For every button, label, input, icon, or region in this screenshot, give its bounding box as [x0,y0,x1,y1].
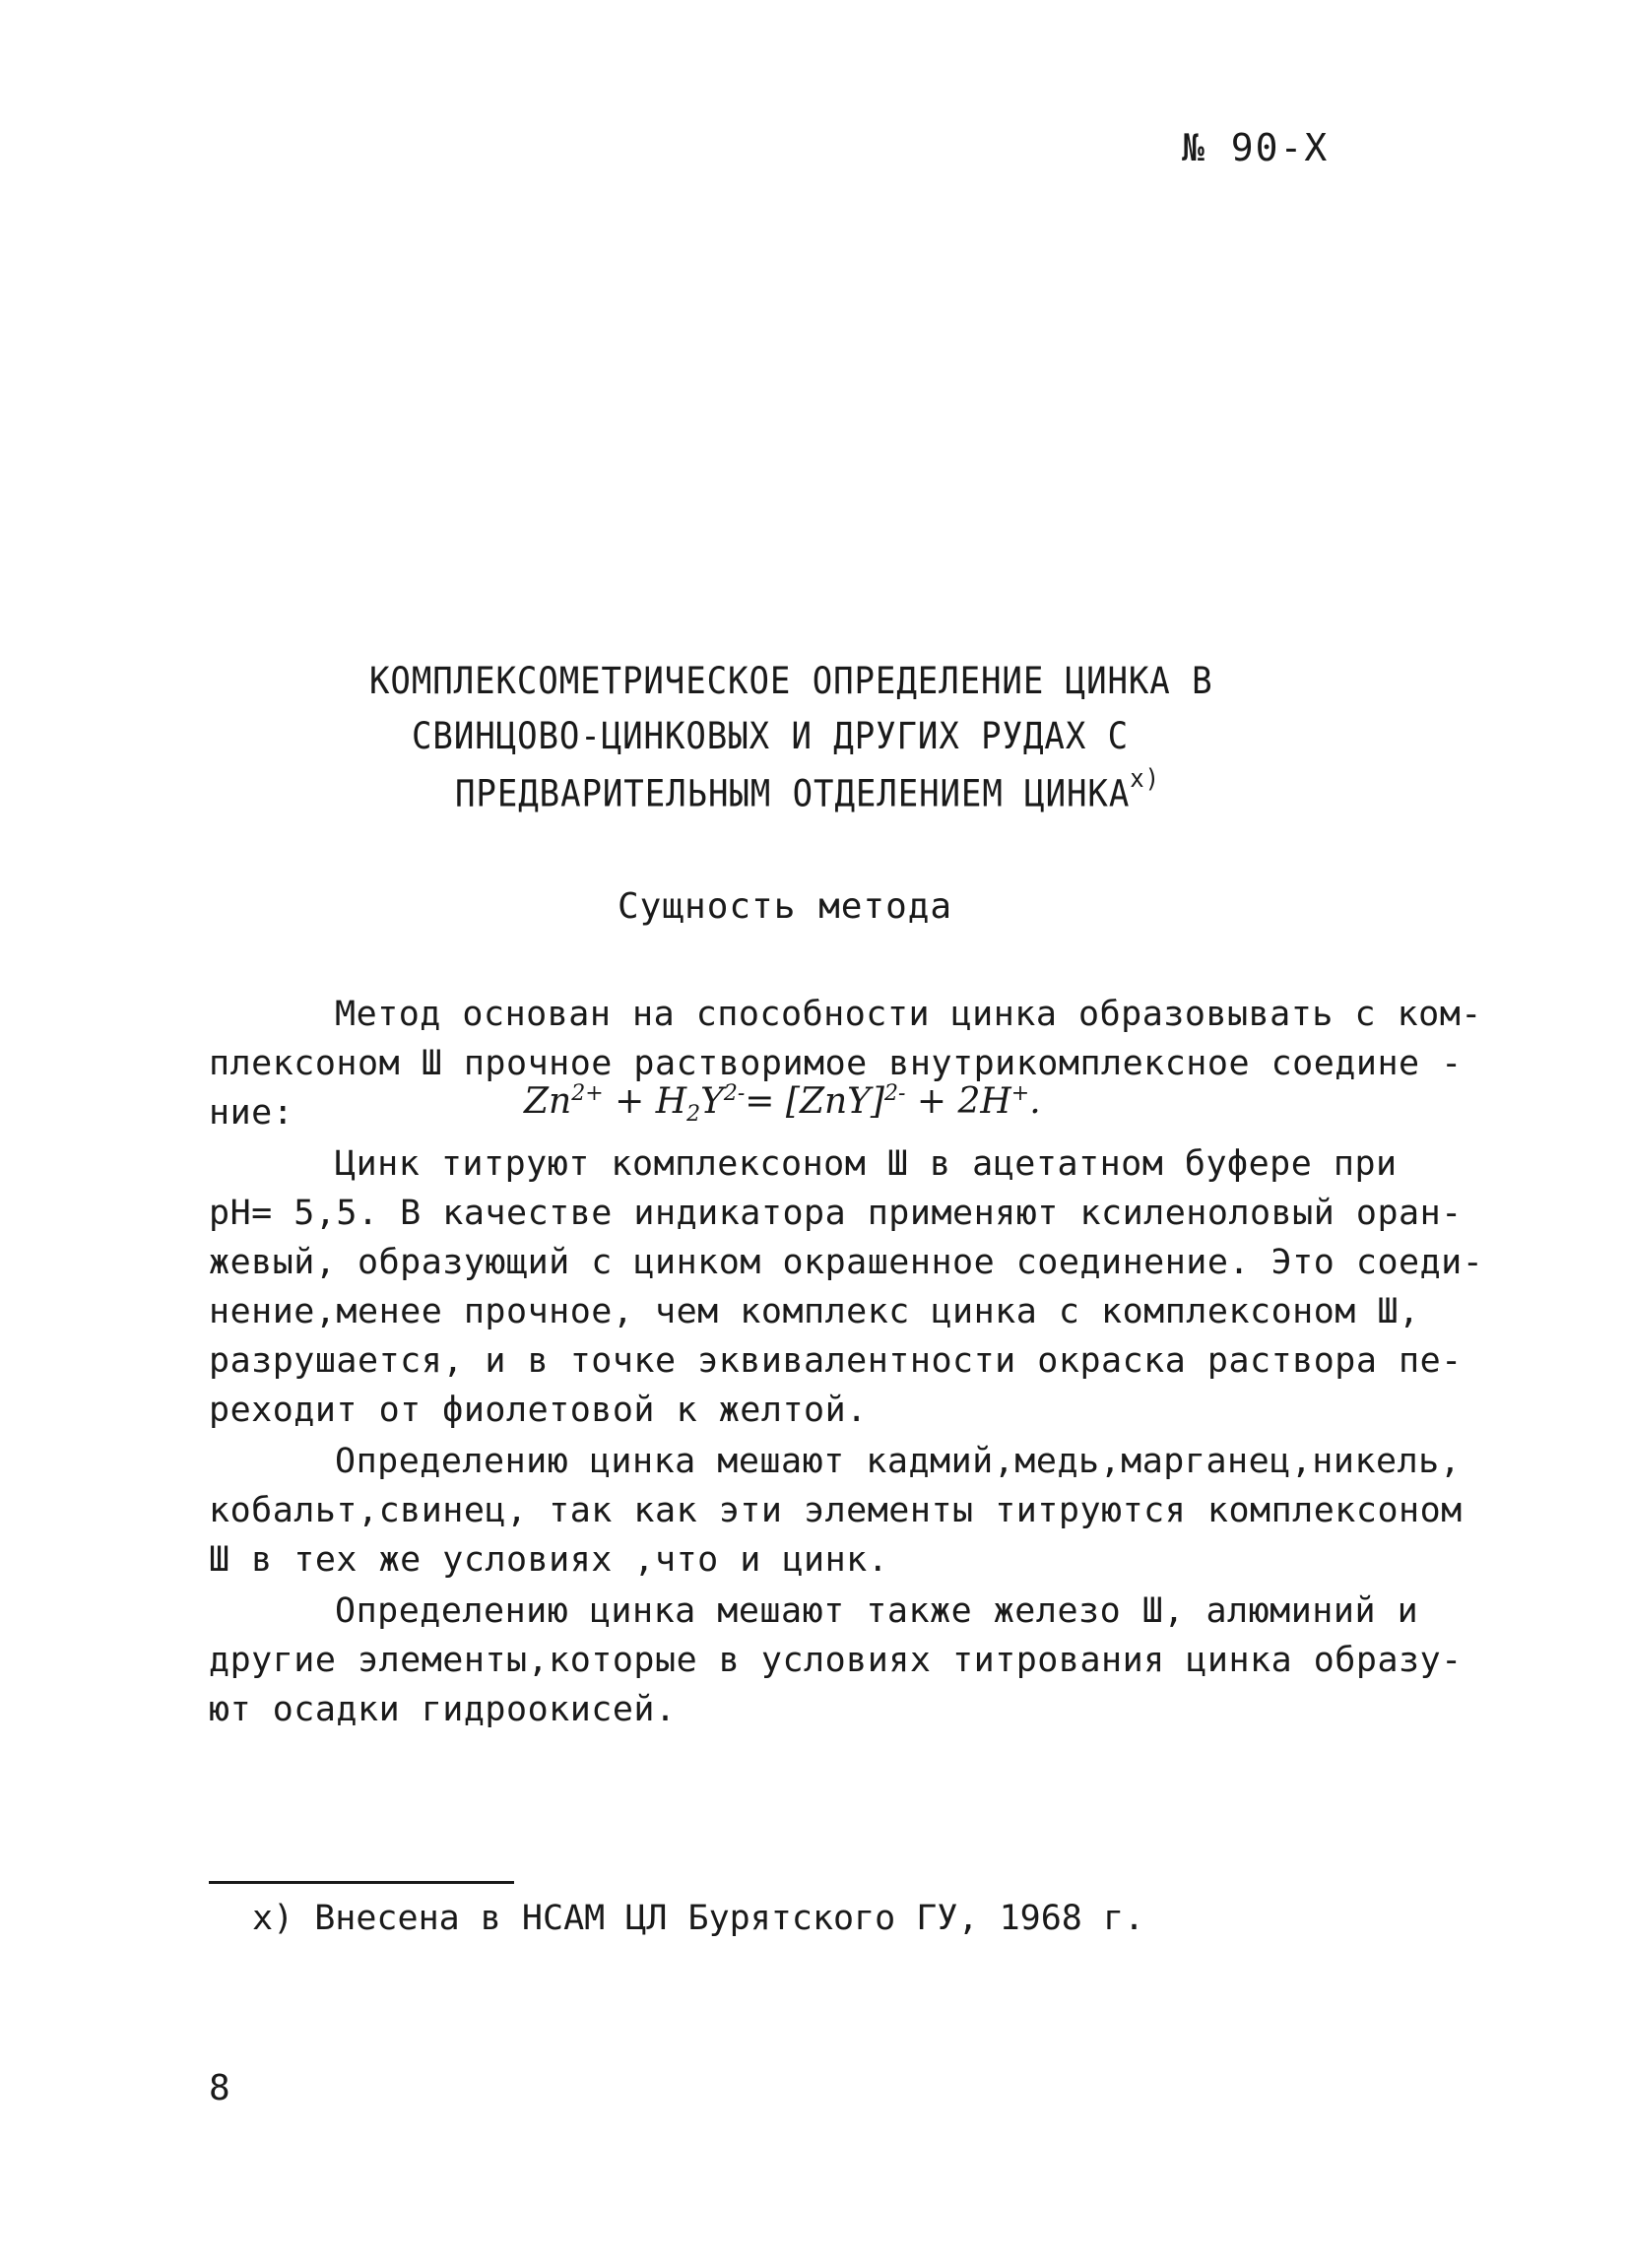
paragraph2-line-5: разрушается, и в точке эквивалентности окраска раствора пе- [209,1341,1463,1381]
paragraph2-line-4: нение,менее прочное, чем комплекс цинка с комплексоном Ш, [209,1292,1420,1331]
section-heading: Сущность метода [618,886,953,927]
paragraph2-line-2: pH= 5,5. В качестве индикатора применяют ксиленоловый оран- [209,1194,1463,1233]
title-line-2: СВИНЦОВО-ЦИНКОВЫХ И ДРУГИХ РУДАХ С [412,715,1130,757]
title-line-1: КОМПЛЕКСОМЕТРИЧЕСКОЕ ОПРЕДЕЛЕНИЕ ЦИНКА В [369,660,1213,702]
page-number: 8 [209,2068,230,2108]
paragraph4-line-2: другие элементы,которые в условиях титрования цинка образу- [209,1641,1463,1680]
formula-complex-charge: 2- [883,1081,906,1106]
paragraph2-line-6: реходит от фиолетовой к желтой. [209,1391,868,1430]
title-line-3 [455,764,1160,815]
formula-h-charge: + [1010,1081,1030,1106]
paragraph1-line-3: ние: [209,1093,294,1133]
paragraph3-line-1: Определению цинка мешают кадмий,медь,марганец,никель, [335,1442,1462,1481]
formula-h-subscript: 2 [686,1102,701,1128]
paragraph2-line-3: жевый, образующий с цинком окрашенное соединение. Это соеди- [209,1243,1484,1282]
paragraph1-line-2: плексоном Ш прочное растворимое внутрикомплексное соедине - [209,1044,1463,1083]
title-footnote-mark: х) [1130,764,1160,794]
formula-plus-2h: + 2H [905,1081,1011,1122]
formula-plus-h: + H [603,1081,687,1122]
paragraph4-line-1: Определению цинка мешают также железо Ш, алюминий и [335,1591,1419,1631]
formula-complex: = [ZnY] [745,1081,884,1122]
footnote-divider [209,1881,514,1884]
formula-y-charge: 2- [723,1081,746,1106]
paragraph4-line-3: ют осадки гидроокисей. [209,1690,677,1729]
formula-end: . [1029,1081,1041,1122]
formula-y: Y [700,1081,724,1122]
paragraph3-line-3: Ш в тех же условиях ,что и цинк. [209,1540,889,1580]
paragraph1-line-1: Метод основан на способности цинка образовывать с ком- [335,995,1482,1034]
document-number: № 90-Х [1182,126,1330,169]
paragraph2-line-1: Цинк титруют комплексоном Ш в ацетатном буфере при [335,1144,1398,1184]
paragraph3-line-2: кобальт,свинец, так как эти элементы титруются комплексоном [209,1491,1463,1530]
reaction-formula [524,1081,1041,1127]
title-line-3-text: ПРЕДВАРИТЕЛЬНЫМ ОТДЕЛЕНИЕМ ЦИНКА [455,772,1131,815]
formula-zn: Zn [524,1081,572,1122]
formula-zn-charge: 2+ [571,1081,604,1106]
footnote: х) Внесена в НСАМ ЦЛ Бурятского ГУ, 1968 г. [252,1899,1145,1938]
